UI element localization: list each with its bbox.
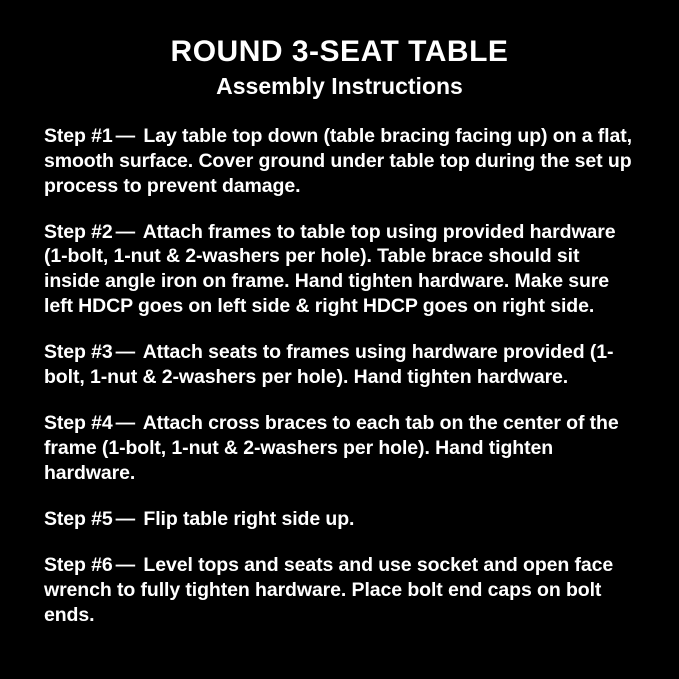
step-separator: — (115, 124, 136, 147)
step-label: Step #1 (44, 124, 113, 147)
list-item (44, 553, 635, 628)
step-separator: — (115, 554, 136, 577)
list-item (44, 340, 635, 390)
steps-list (44, 124, 635, 628)
page-subtitle: Assembly Instructions (216, 72, 463, 99)
step-separator: — (115, 341, 136, 364)
step-text: Level tops and seats and use socket and open face wrench to fully tighten hardware. Place bolt end caps on bolt ends. (44, 554, 614, 626)
step-text: Lay table top down (table bracing facing up) on a flat, smooth surface. Cover ground under table top during the set up process to prevent damage. (44, 124, 632, 197)
step-label: Step #3 (44, 341, 113, 364)
step-label: Step #4 (44, 412, 113, 435)
list-item (44, 411, 635, 486)
step-text: Flip table right side up. (143, 508, 355, 531)
step-text: Attach frames to table top using provided hardware (1-bolt, 1-nut & 2-washers per hole). Table brace should sit inside angle iron on frame. Hand tighten hardware. Make sure left HDCP goes on left side & right HDCP goes on right side. (44, 220, 616, 318)
list-item (44, 220, 635, 320)
step-label: Step #2 (44, 220, 113, 243)
step-label: Step #5 (44, 508, 113, 531)
step-separator: — (115, 220, 136, 243)
page-title: ROUND 3-SEAT TABLE (170, 35, 509, 68)
step-text: Attach seats to frames using hardware provided (1-bolt, 1-nut & 2-washers per hole). Hand tighten hardware. (44, 341, 614, 389)
step-label: Step #6 (44, 554, 113, 577)
list-item (44, 507, 635, 532)
step-separator: — (115, 412, 136, 435)
step-separator: — (115, 508, 136, 531)
list-item (44, 124, 635, 199)
step-text: Attach cross braces to each tab on the center of the frame (1-bolt, 1-nut & 2-washers per hole). Hand tighten hardware. (44, 412, 619, 485)
